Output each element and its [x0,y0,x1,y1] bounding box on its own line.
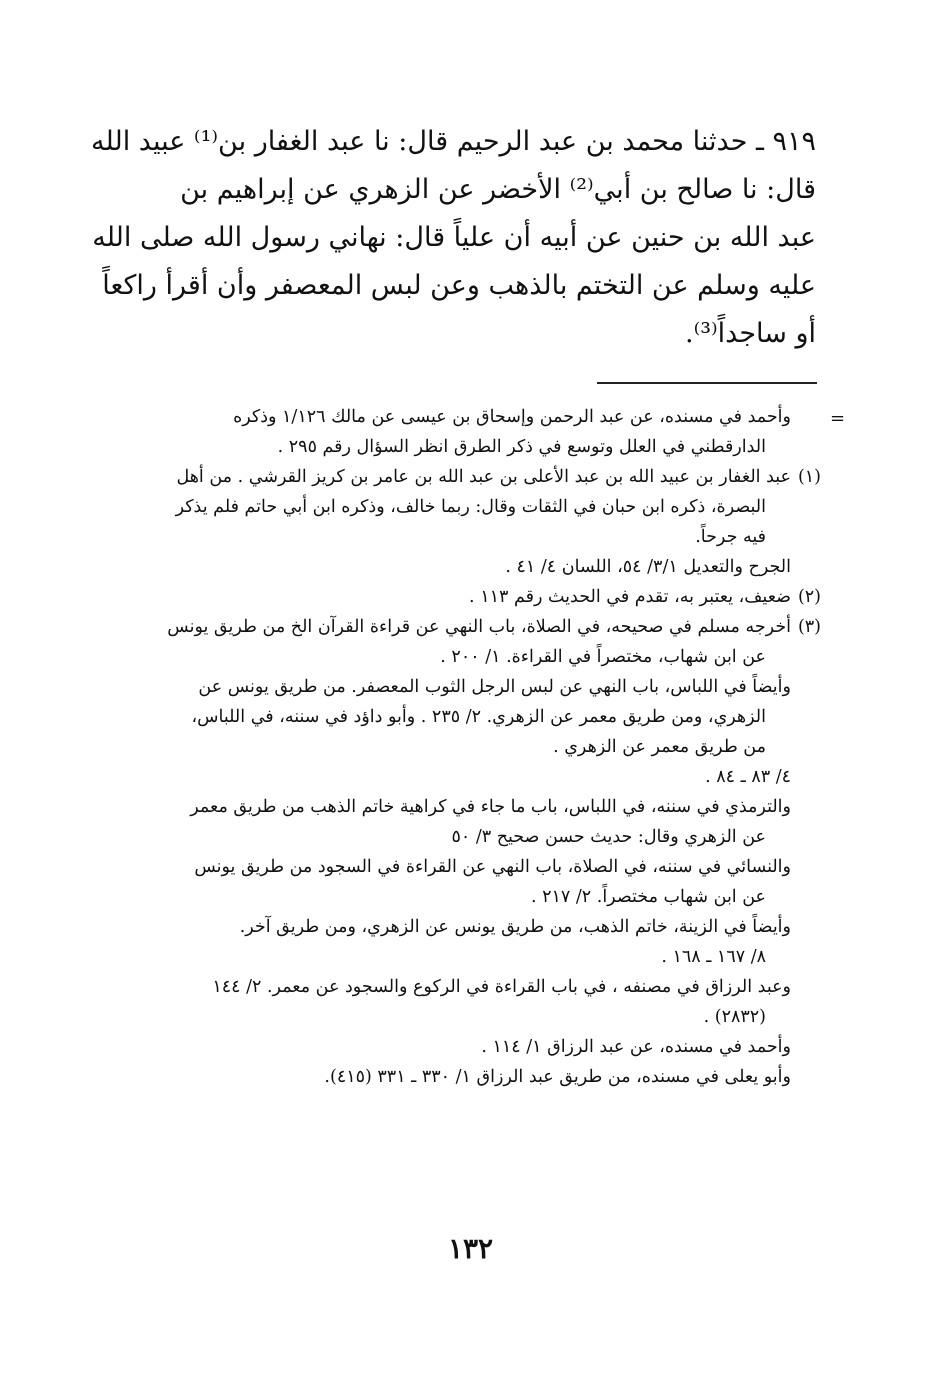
footnote-line: والنسائي في سننه، في الصلاة، باب النهي عن القراءة في السجود من طريق يونس [194,857,791,877]
footnote-line: الجرح والتعديل ٣/١/ ٥٤، اللسان ٤/ ٤١ . [505,557,791,577]
footnote-line: الزهري، ومن طريق معمر عن الزهري. ٢/ ٢٣٥ . وأبو داؤد في سننه، في اللباس، [191,707,766,727]
footnote-line: عبد الغفار بن عبيد الله بن عبد الأعلى بن عبد الله بن عامر بن كريز القرشي . من أهل [176,467,791,487]
hadith-text [91,118,816,358]
footnote-line: عن ابن شهاب مختصراً. ٢/ ٢١٧ . [530,887,766,907]
footnote-line: (٢٨٣٢) . [703,1007,766,1027]
footnote-1 [111,462,821,582]
footnote-number: (٢) [797,587,821,607]
footnote-line: ضعيف، يعتبر به، تقدم في الحديث رقم ١١٣ . [469,587,791,607]
footnote-line: وأبو يعلى في مسنده، من طريق عبد الرزاق ١/ ٣٣٠ ـ ٣٣١ (٤١٥). [324,1067,791,1087]
footnote-line: ٤/ ٨٣ ـ ٨٤ . [705,767,791,787]
footnote-line: والترمذي في سننه، في اللباس، باب ما جاء في كراهية خاتم الذهب من طريق معمر [190,797,791,817]
footnote-3 [111,612,821,1092]
footnote-line: الدارقطني في العلل وتوسع في ذكر الطرق انظر السؤال رقم ٢٩٥ . [277,437,766,457]
footnote-line: من طريق معمر عن الزهري . [553,737,766,757]
footnote-line: فيه جرحاً. [695,527,766,547]
hadith-line: قال: نا صالح بن أبي⁽²⁾ الأخضر عن الزهري عن إبراهيم بن [180,174,816,205]
hadith-line: أو ساجداً⁽³⁾. [684,318,816,349]
footnote-number: (١) [797,467,821,487]
hadith-line: ٩١٩ ـ حدثنا محمد بن عبد الرحيم قال: نا عبد الغفار بن⁽¹⁾ عبيد الله [91,126,816,157]
hadith-line: عبد الله بن حنين عن أبيه أن علياً قال: نهاني رسول الله صلى الله [92,222,816,253]
footnote-separator [597,382,817,384]
footnote-line: وعبد الرزاق في مصنفه ، في باب القراءة في الركوع والسجود عن معمر. ٢/ ١٤٤ [212,977,791,997]
footnote-line: وأيضاً في الزينة، خاتم الذهب، من طريق يونس عن الزهري، ومن طريق آخر. [239,917,791,937]
footnote-2 [111,582,821,612]
footnote-line: البصرة، ذكره ابن حبان في الثقات وقال: ربما خالف، وذكره ابن أبي حاتم فلم يذكر [175,497,766,517]
footnote-line: وأيضاً في اللباس، باب النهي عن لبس الرجل الثوب المعصفر. من طريق يونس عن [198,677,791,697]
footnote-line: وأحمد في مسنده، عن عبد الرزاق ١/ ١١٤ . [481,1037,791,1057]
footnote-line: عن الزهري وقال: حديث حسن صحيح ٣/ ٥٠ [451,827,766,847]
footnote-line: ٨/ ١٦٧ ـ ١٦٨ . [661,947,766,967]
footnote-line: عن ابن شهاب، مختصراً في القراءة. ١/ ٢٠٠ . [440,647,766,667]
page-number: ١٣٢ [447,1232,494,1265]
footnote-number: (٣) [797,617,821,637]
continuation-mark: = [830,408,846,429]
footnote-line: وأحمد في مسنده، عن عبد الرحمن وإسحاق بن عيسى عن مالك ١/١٢٦ وذكره [233,407,791,427]
footnotes [111,402,821,1092]
hadith-line: عليه وسلم عن التختم بالذهب وعن لبس المعصفر وأن أقرأ راكعاً [102,270,816,301]
footnote-carry [111,402,821,462]
footnote-line: أخرجه مسلم في صحيحه، في الصلاة، باب النهي عن قراءة القرآن الخ من طريق يونس [167,617,791,637]
